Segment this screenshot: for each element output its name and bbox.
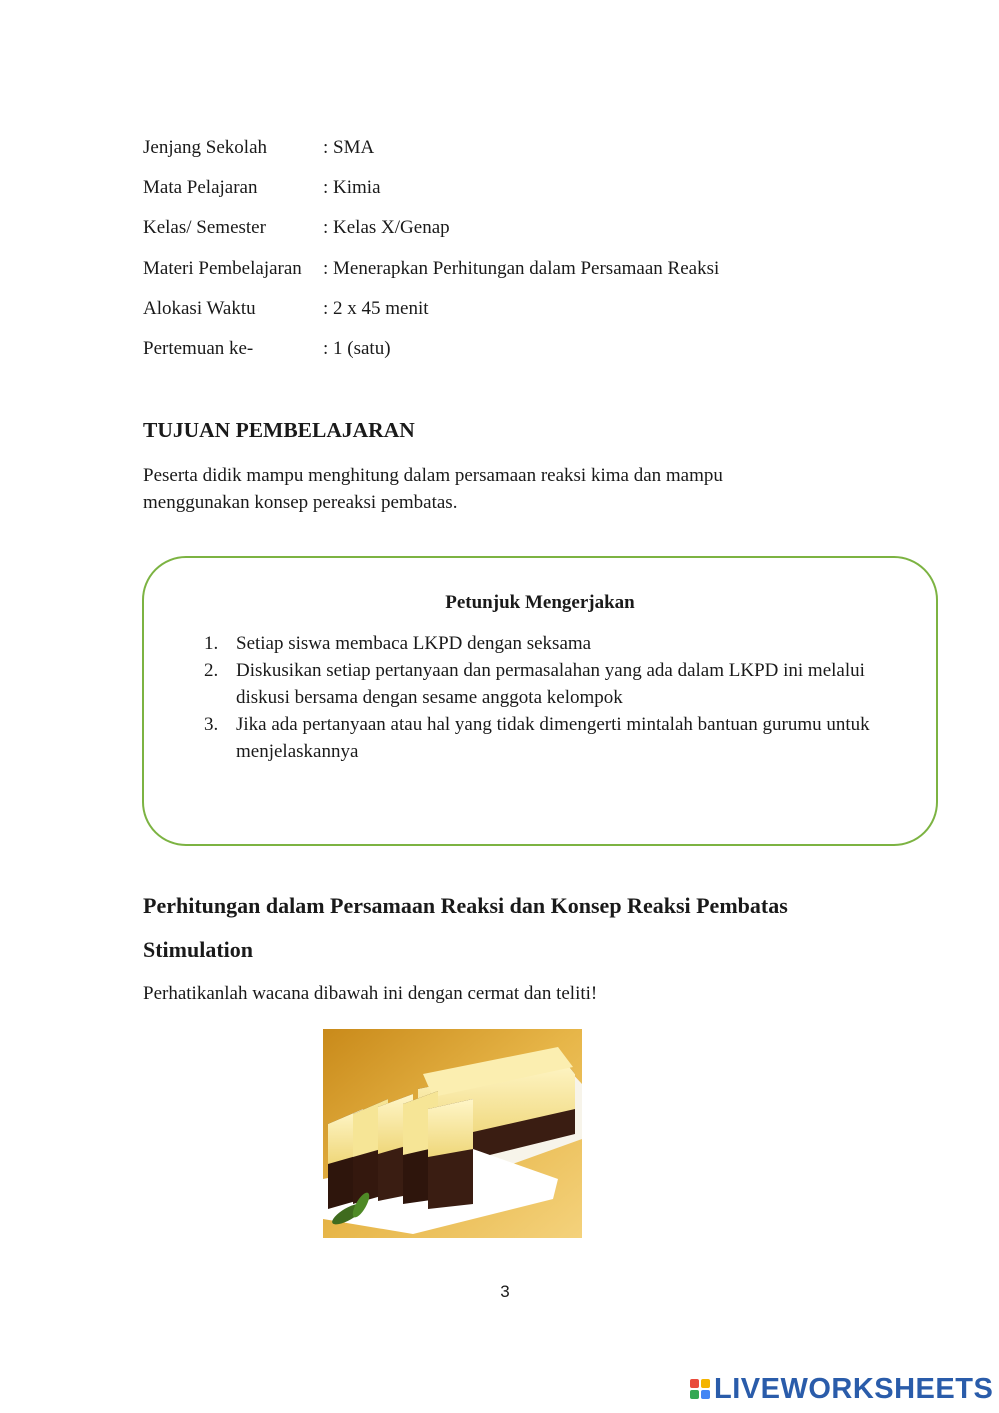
logo-blocks-icon — [690, 1379, 710, 1399]
stimulation-heading: Stimulation — [143, 937, 254, 962]
list-text: Setiap siswa membaca LKPD dengan seksama — [236, 633, 592, 654]
info-table — [143, 136, 719, 377]
info-label: Kelas/ Semester — [143, 217, 266, 239]
info-value: : 1 (satu) — [323, 337, 391, 359]
info-row — [143, 136, 719, 176]
list-number: 2. — [204, 660, 219, 681]
info-label: Pertemuan ke- — [143, 337, 254, 359]
list-text: Diskusikan setiap pertanyaan dan permasalahan yang ada dalam LKPD ini melalui diskusi bersama dengan sesame anggota kelompok — [236, 660, 865, 708]
liveworksheets-logo[interactable] — [690, 1372, 993, 1406]
list-item — [204, 711, 884, 765]
info-row — [143, 297, 719, 337]
list-item — [204, 630, 884, 657]
info-row — [143, 337, 719, 377]
info-value: : Menerapkan Perhitungan dalam Persamaan Reaksi — [323, 257, 720, 279]
stimulation-text: Perhatikanlah wacana dibawah ini dengan cermat dan teliti! — [143, 983, 598, 1004]
section-heading: Perhitungan dalam Persamaan Reaksi dan Konsep Reaksi Pembatas — [143, 893, 788, 918]
info-row — [143, 176, 719, 216]
petunjuk-list — [204, 630, 884, 765]
list-number: 1. — [204, 633, 219, 654]
logo-text: LIVEWORKSHEETS — [714, 1372, 994, 1405]
list-item — [204, 657, 884, 711]
info-label: Mata Pelajaran — [143, 177, 258, 199]
info-label: Jenjang Sekolah — [143, 137, 268, 158]
info-value: : 2 x 45 menit — [323, 297, 429, 319]
page-number: 3 — [500, 1282, 510, 1301]
info-label: Alokasi Waktu — [143, 297, 256, 319]
list-number: 3. — [204, 714, 219, 735]
info-row — [143, 257, 719, 297]
petunjuk-title: Petunjuk Mengerjakan — [445, 592, 635, 613]
info-row — [143, 216, 719, 256]
info-label: Materi Pembelajaran — [143, 257, 302, 279]
tujuan-text: Peserta didik mampu menghitung dalam persamaan reaksi kima dan mampu menggunakan konsep pereaksi pembatas. — [143, 465, 723, 513]
info-value: : Kelas X/Genap — [323, 217, 450, 239]
info-value: : Kimia — [323, 177, 381, 199]
tujuan-heading: TUJUAN PEMBELAJARAN — [143, 418, 415, 442]
info-value: : SMA — [323, 137, 375, 158]
list-text: Jika ada pertanyaan atau hal yang tidak dimengerti mintalah bantuan gurumu untuk menjelaskannya — [236, 714, 870, 762]
petunjuk-box — [142, 556, 938, 846]
cake-photo — [323, 1029, 582, 1238]
